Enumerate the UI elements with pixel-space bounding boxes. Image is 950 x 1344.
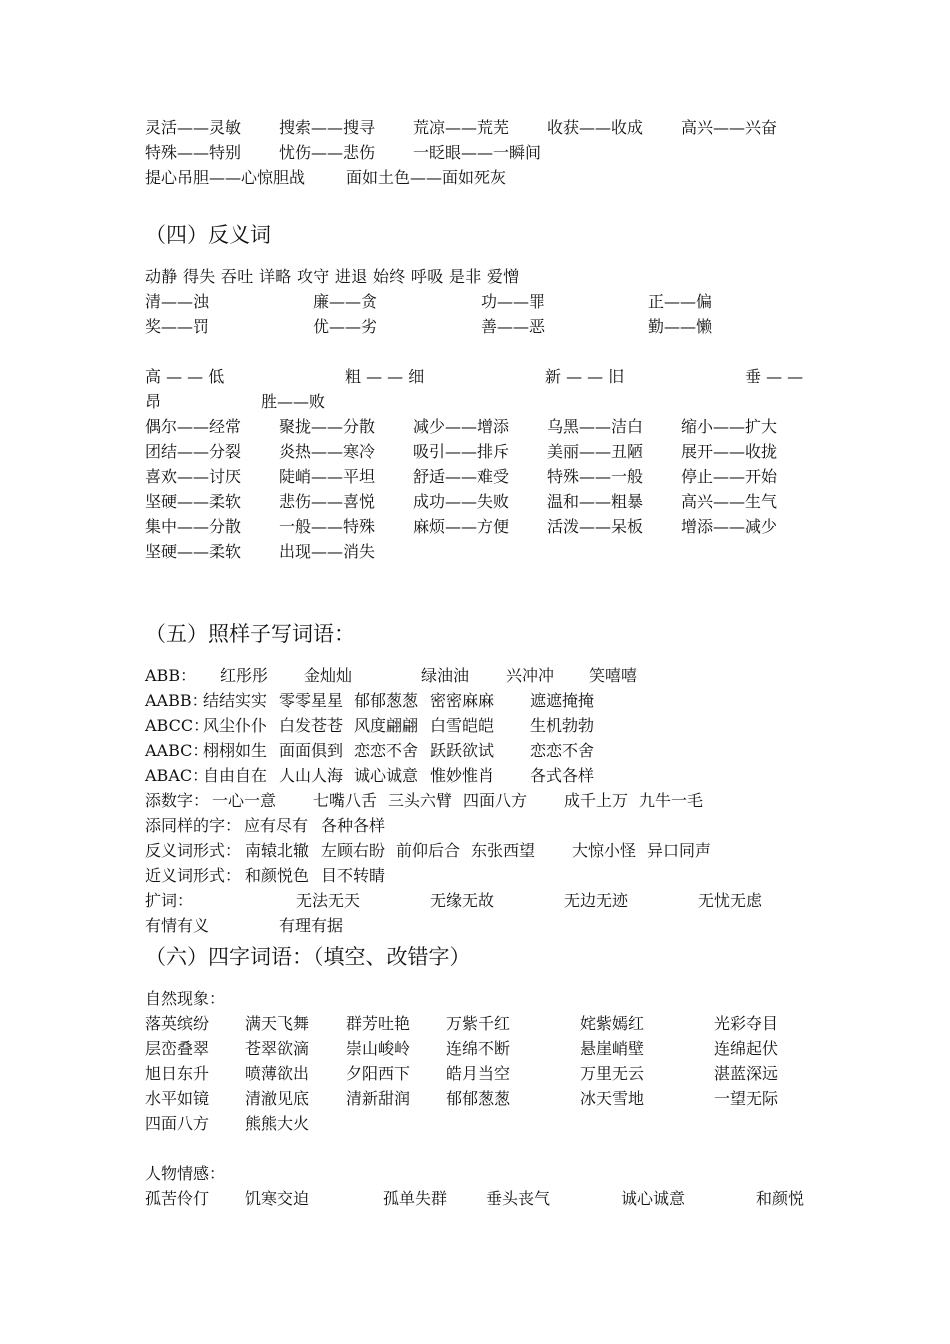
pattern-label: ABCC：	[145, 716, 210, 735]
pattern-word: 九牛一毛	[639, 791, 704, 810]
idiom: 姹紫嫣红	[580, 1014, 645, 1033]
pattern-word: 风度翩翩	[354, 716, 419, 735]
idiom: 诚心诚意	[621, 1189, 686, 1208]
word-pair: 收获——收成	[547, 118, 644, 137]
word-pair: 减少——增添	[413, 417, 510, 436]
pattern-label: AABB：	[145, 691, 208, 710]
pattern-word: 笑嘻嘻	[589, 666, 638, 685]
idiom: 孤苦伶仃	[145, 1189, 210, 1208]
word-pair: 正——偏	[648, 292, 713, 311]
word-pair: 温和——粗暴	[547, 492, 644, 511]
word-pair: 停止——开始	[681, 467, 778, 486]
pattern-word: 南辕北辙	[245, 841, 310, 860]
idiom: 冰天雪地	[580, 1089, 645, 1108]
word-pair: 善——恶	[481, 317, 546, 336]
word-pair: 清——浊	[145, 292, 210, 311]
idiom: 清新甜润	[346, 1089, 411, 1108]
word-pair: 功——罪	[481, 292, 546, 311]
pattern-word: 惟妙惟肖	[430, 766, 495, 785]
pattern-word: 三头六臂	[388, 791, 453, 810]
word-pair: 成功——失败	[413, 492, 510, 511]
word-pair: 乌黑——洁白	[547, 417, 644, 436]
word-pair: 特殊——一般	[547, 467, 644, 486]
pattern-word: 成千上万	[564, 791, 629, 810]
word-pair: 高兴——兴奋	[681, 118, 778, 137]
idiom: 和颜悦	[756, 1189, 805, 1208]
word-pair: 喜欢——讨厌	[145, 467, 242, 486]
pattern-word: 生机勃勃	[530, 716, 595, 735]
pattern-word: 人山人海	[279, 766, 344, 785]
word-pair: 奖——罚	[145, 317, 210, 336]
pattern-word: 有情有义	[145, 916, 210, 935]
word-pair: 吸引——排斥	[413, 442, 510, 461]
word-pair: 荒凉——荒芜	[413, 118, 510, 137]
idiom: 层峦叠翠	[145, 1039, 210, 1058]
pattern-word: 四面八方	[463, 791, 528, 810]
pattern-word: 各种各样	[321, 816, 386, 835]
word-pair: 缩小——扩大	[681, 417, 778, 436]
idiom: 水平如镜	[145, 1089, 210, 1108]
pattern-word: 目不转睛	[321, 866, 386, 885]
idiom: 皓月当空	[446, 1064, 511, 1083]
pattern-word: 一心一意	[212, 791, 277, 810]
idiom: 垂头丧气	[486, 1189, 551, 1208]
pattern-label: 近义词形式：	[145, 866, 242, 885]
pattern-word: 七嘴八舌	[313, 791, 378, 810]
word-pair: 搜索——搜寻	[279, 118, 376, 137]
word-pair: 活泼——呆板	[547, 517, 644, 536]
word-pair: 炎热——寒冷	[279, 442, 376, 461]
pattern-word: 面面俱到	[279, 741, 344, 760]
word-pair: 面如土色——面如死灰	[346, 168, 507, 187]
idiom: 郁郁葱葱	[446, 1089, 511, 1108]
word-pair: 集中——分散	[145, 517, 242, 536]
idiom: 清澈见底	[245, 1089, 310, 1108]
word-pair: 增添——减少	[681, 517, 778, 536]
pattern-word: 异口同声	[647, 841, 712, 860]
idiom: 湛蓝深远	[714, 1064, 779, 1083]
word-pair: 出现——消失	[279, 542, 376, 561]
pattern-word: 结结实实	[203, 691, 268, 710]
idiom-category-label: 人物情感：	[145, 1164, 226, 1183]
pattern-word: 有理有据	[279, 916, 344, 935]
word-pair: 一眨眼——一瞬间	[413, 143, 542, 162]
idiom: 夕阳西下	[346, 1064, 411, 1083]
pattern-word: 白发苍苍	[279, 716, 344, 735]
word-pair: 坚硬——柔软	[145, 542, 242, 561]
idiom: 熊熊大火	[245, 1114, 310, 1133]
word-pair: 垂 — —	[745, 367, 804, 386]
idiom: 光彩夺目	[714, 1014, 779, 1033]
word-pair: 高 — — 低	[145, 367, 225, 386]
idiom: 连绵不断	[446, 1039, 511, 1058]
pattern-word: 金灿灿	[304, 666, 353, 685]
idiom: 群芳吐艳	[346, 1014, 411, 1033]
word-pair: 美丽——丑陋	[547, 442, 644, 461]
pattern-word: 无忧无虑	[698, 891, 763, 910]
word-pair: 悲伤——喜悦	[279, 492, 376, 511]
pattern-word: 左顾右盼	[321, 841, 386, 860]
idiom: 连绵起伏	[714, 1039, 779, 1058]
pattern-label: ABAC：	[145, 766, 209, 785]
pattern-word: 兴冲冲	[506, 666, 555, 685]
idiom: 饥寒交迫	[245, 1189, 310, 1208]
pattern-word: 前仰后合	[396, 841, 461, 860]
antonym-word-list: 动静 得失 吞吐 详略 攻守 进退 始终 呼吸 是非 爱憎	[145, 267, 520, 286]
word-pair: 陡峭——平坦	[279, 467, 376, 486]
section-heading-patterns: （五）照样子写词语：	[145, 622, 355, 646]
word-pair: 高兴——生气	[681, 492, 778, 511]
word-pair: 聚拢——分散	[279, 417, 376, 436]
word-pair: 一般——特殊	[279, 517, 376, 536]
word-pair: 麻烦——方便	[413, 517, 510, 536]
idiom: 万紫千红	[446, 1014, 511, 1033]
pattern-word: 跃跃欲试	[430, 741, 495, 760]
pattern-label: 添数字：	[145, 791, 210, 810]
pattern-label: 扩词：	[145, 891, 194, 910]
idiom: 崇山峻岭	[346, 1039, 411, 1058]
word-pair: 昂	[145, 392, 162, 411]
idiom: 喷薄欲出	[245, 1064, 310, 1083]
section-heading-antonyms: （四）反义词	[145, 223, 271, 247]
pattern-word: 各式各样	[530, 766, 595, 785]
idiom-category-label: 自然现象：	[145, 989, 226, 1008]
idiom: 孤单失群	[383, 1189, 448, 1208]
idiom: 旭日东升	[145, 1064, 210, 1083]
word-pair: 优——劣	[313, 317, 378, 336]
word-pair: 勤——懒	[648, 317, 713, 336]
pattern-word: 密密麻麻	[430, 691, 495, 710]
pattern-word: 遮遮掩掩	[530, 691, 595, 710]
word-pair: 粗 — — 细	[345, 367, 425, 386]
pattern-word: 无缘无故	[430, 891, 495, 910]
pattern-word: 自由自在	[203, 766, 268, 785]
pattern-label: AABC：	[145, 741, 209, 760]
word-pair: 灵活——灵敏	[145, 118, 242, 137]
pattern-word: 郁郁葱葱	[354, 691, 419, 710]
pattern-word: 恋恋不舍	[530, 741, 595, 760]
word-pair: 团结——分裂	[145, 442, 242, 461]
pattern-word: 红彤彤	[220, 666, 269, 685]
word-pair: 忧伤——悲伤	[279, 143, 376, 162]
section-heading-idioms: （六）四字词语：（填空、改错字）	[145, 945, 471, 969]
idiom: 悬崖峭壁	[580, 1039, 645, 1058]
word-pair: 廉——贪	[313, 292, 378, 311]
pattern-word: 白雪皑皑	[430, 716, 495, 735]
pattern-word: 东张西望	[471, 841, 536, 860]
pattern-word: 绿油油	[421, 666, 470, 685]
idiom: 万里无云	[580, 1064, 645, 1083]
pattern-word: 风尘仆仆	[203, 716, 268, 735]
idiom: 四面八方	[145, 1114, 210, 1133]
idiom: 落英缤纷	[145, 1014, 210, 1033]
word-pair: 偶尔——经常	[145, 417, 242, 436]
word-pair: 舒适——难受	[413, 467, 510, 486]
pattern-word: 无法无天	[296, 891, 361, 910]
pattern-word: 恋恋不舍	[354, 741, 419, 760]
pattern-word: 栩栩如生	[203, 741, 268, 760]
pattern-label: ABB：	[145, 666, 197, 685]
word-pair: 坚硬——柔软	[145, 492, 242, 511]
word-pair: 展开——收拢	[681, 442, 778, 461]
pattern-word: 大惊小怪	[572, 841, 637, 860]
pattern-word: 和颜悦色	[245, 866, 310, 885]
word-pair: 新 — — 旧	[545, 367, 625, 386]
word-pair: 胜——败	[261, 392, 326, 411]
word-pair: 特殊——特别	[145, 143, 242, 162]
pattern-word: 无边无迹	[564, 891, 629, 910]
idiom: 苍翠欲滴	[245, 1039, 310, 1058]
pattern-label: 添同样的字：	[145, 816, 242, 835]
idiom: 一望无际	[714, 1089, 779, 1108]
idiom: 满天飞舞	[245, 1014, 310, 1033]
pattern-word: 应有尽有	[244, 816, 309, 835]
pattern-label: 反义词形式：	[145, 841, 242, 860]
pattern-word: 零零星星	[279, 691, 344, 710]
pattern-word: 诚心诚意	[354, 766, 419, 785]
word-pair: 提心吊胆——心惊胆战	[145, 168, 306, 187]
